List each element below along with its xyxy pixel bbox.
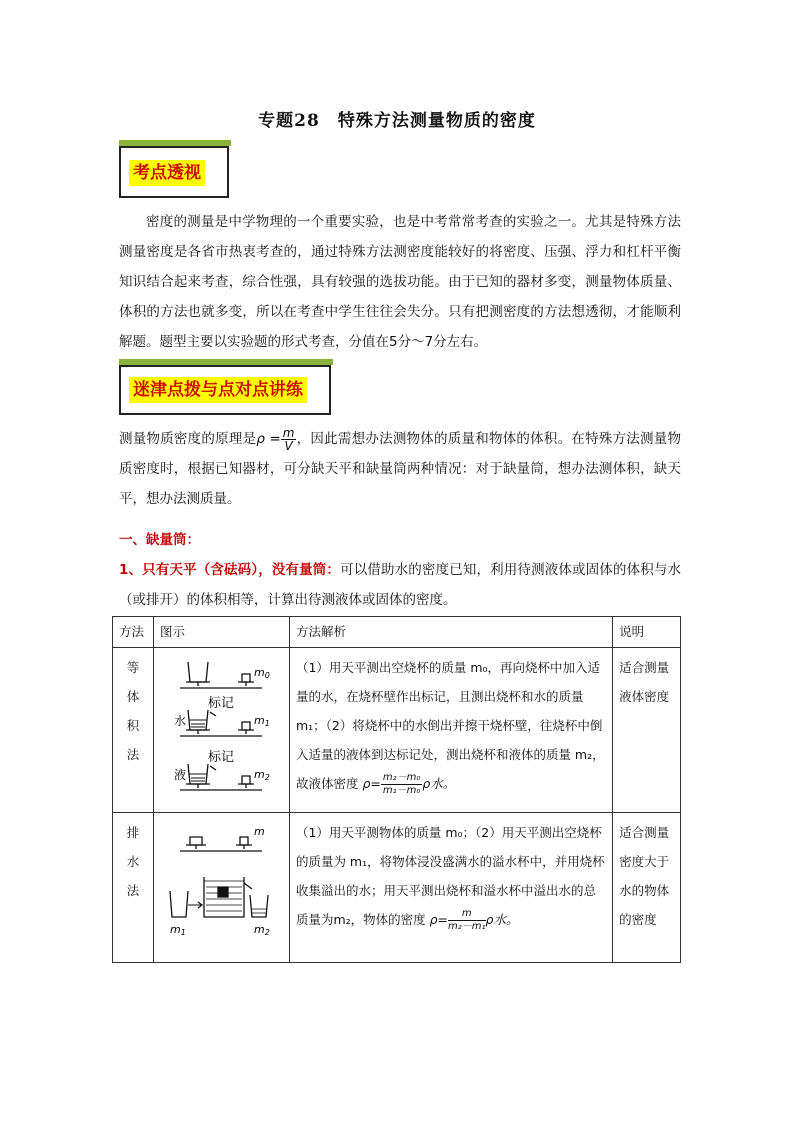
- label-m2-sub: 2: [264, 928, 270, 937]
- table-header-analysis: 方法解析: [289, 617, 612, 648]
- principle-text-after: ，因此需想办法测物体的质量和物体的体积。在特殊方法测量物质密度时，根据已知器材，可分缺天平和缺量筒两种情况：对于缺量筒，想办法测体积，缺天平，想办法测质量。: [119, 431, 681, 507]
- method-char: 等: [126, 660, 140, 675]
- empty-beaker-icon: [188, 662, 208, 682]
- section-header-accent: [119, 140, 231, 146]
- principle-text-before: 测量物质密度的原理是: [119, 431, 257, 447]
- formula-denominator: m₁－m₀: [382, 785, 421, 796]
- principle-paragraph: [119, 424, 681, 514]
- label-m1-sub: 1: [180, 928, 186, 937]
- collecting-beaker-icon: [250, 895, 268, 917]
- formula-tail: ρ水。: [422, 776, 456, 791]
- formula-numerator: m₂－m₀: [382, 772, 421, 783]
- weight-icon: [242, 722, 250, 730]
- object-icon: [190, 837, 202, 845]
- formula-denominator: m₂－m₁: [448, 921, 486, 932]
- label-m1-sub: 1: [264, 719, 270, 728]
- table-header-row: [113, 617, 681, 648]
- principle-formula-denominator: V: [284, 438, 293, 453]
- page-title: 专题28 特殊方法测量物质的密度: [258, 111, 536, 131]
- table-header-note: 说明: [613, 617, 681, 648]
- intro-paragraph: 密度的测量是中学物理的一个重要实验，也是中考常常考查的实验之一。尤其是特殊方法测量密度是各省市热衷考查的，通过特殊方法测密度能较好的将密度、压强、浮力和杠杆平衡知识结合起来考查，综合性强，具有较强的选拔功能。由于已知的器材多变，测量物体质量、体积的方法也就多变，所以在考查中学生往往会失分。只有把测密度的方法想透彻，才能顺利解题。题型主要以实验题的形式考查，分值在5分～7分左右。: [119, 214, 681, 350]
- figure-cell: [153, 813, 289, 963]
- label-m1: m1: [253, 714, 270, 728]
- formula-lhs: ρ=: [429, 912, 449, 927]
- section-header-label: 考点透视: [129, 160, 205, 186]
- empty-beaker-icon: [170, 891, 188, 917]
- table-row: [113, 813, 681, 963]
- table-row: [113, 648, 681, 813]
- heading-balance-only: 1、只有天平（含砝码），没有量筒：: [119, 562, 341, 578]
- equal-volume-diagram: [158, 652, 282, 802]
- heading-balance-only-desc: 可以借助水的密度已知，利用待测液体或固体的体积与水（或排开）的体积相等，计算出待测液体或固体的密度。: [119, 562, 681, 608]
- heading-balance-only-paragraph: [119, 555, 681, 615]
- table-header-figure: 图示: [153, 617, 289, 648]
- method-char: 法: [126, 747, 140, 762]
- label-water: 水: [173, 714, 186, 728]
- note-cell: 适合测量密度大于水的物体的密度: [613, 813, 681, 963]
- table-header-method: 方法: [113, 617, 154, 648]
- submerged-object-icon: [218, 887, 228, 897]
- label-liquid: 液: [173, 768, 186, 782]
- principle-formula: [281, 427, 297, 452]
- label-m: m: [253, 825, 265, 838]
- method-char: 法: [126, 883, 140, 898]
- method-char: 排: [126, 825, 140, 840]
- label-m0: m0: [253, 666, 270, 680]
- density-formula: [448, 908, 486, 933]
- label-mark-2: 标记: [207, 750, 234, 765]
- method-char: 积: [126, 718, 140, 733]
- displacement-diagram: [158, 817, 282, 937]
- weight-icon: [242, 674, 250, 682]
- formula-tail: ρ水。: [485, 912, 519, 927]
- label-m2-sub: 2: [264, 773, 270, 782]
- weight-icon: [242, 776, 250, 784]
- method-name-cell: [113, 813, 154, 963]
- figure-cell: [153, 648, 289, 813]
- analysis-cell: [289, 648, 612, 813]
- label-m2: m2: [253, 768, 270, 782]
- methods-table: [112, 616, 681, 963]
- principle-formula-lhs: ρ =: [256, 431, 281, 447]
- label-mark-1: 标记: [207, 696, 234, 711]
- label-m1: m1: [169, 923, 186, 937]
- heading-missing-cylinder: 一、缺量筒：: [119, 532, 200, 548]
- label-m2: m2: [253, 923, 270, 937]
- section-header-accent-2: [119, 359, 333, 365]
- label-m0-sub: 0: [264, 671, 270, 680]
- method-char: 水: [126, 854, 140, 869]
- principle-formula-numerator: m: [282, 425, 295, 440]
- method-char: 体: [126, 689, 140, 704]
- analysis-text: （1）用天平测出空烧杯的质量 m₀，再向烧杯中加入适量的水，在烧杯壁作出标记，且测出烧杯和水的质量 m₁；（2）将烧杯中的水倒出并擦干烧杯壁，往烧杯中倒入适量的液体到达标记处，测出烧杯和液体的质量 m₂，故液体密度: [295, 660, 605, 791]
- method-name-cell: [113, 648, 154, 813]
- formula-numerator: m: [448, 908, 486, 921]
- weight-icon: [240, 837, 248, 845]
- section-header-box: [119, 146, 229, 198]
- analysis-text: （1）用天平测物体的质量 m₀；（2）用天平测出空烧杯的质量为 m₁，将物体浸没盛满水的溢水杯中，并用烧杯收集溢出的水；用天平测出烧杯和溢水杯中溢出水的总质量为m₂，物体的密度: [295, 825, 605, 927]
- note-cell: 适合测量液体密度: [613, 648, 681, 813]
- formula-lhs: ρ=: [362, 776, 381, 791]
- section-header-box-2: [119, 365, 331, 415]
- analysis-cell: [289, 813, 612, 963]
- section-header-label-2: 迷津点拨与点对点讲练: [129, 377, 307, 403]
- density-formula: [381, 772, 423, 797]
